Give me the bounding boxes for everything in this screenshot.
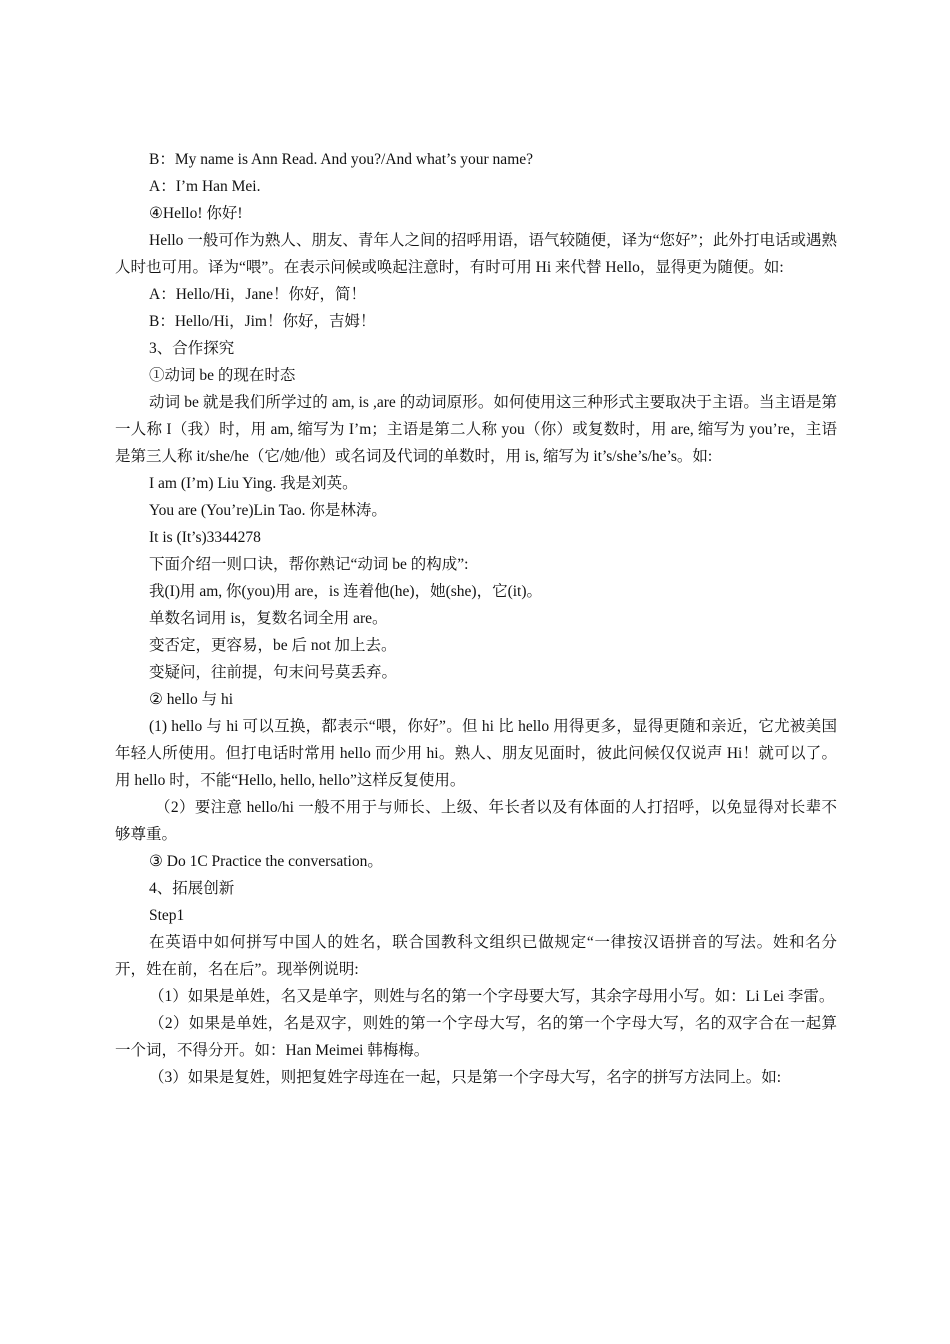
dialogue-line: A：Hello/Hi，Jane！你好，简！	[149, 286, 366, 303]
paragraph: （2）要注意 hello/hi 一般不用于与师长、上级、年长者以及有体面的人打招呼，以免显得对长辈不够尊重。	[115, 799, 837, 843]
subheading: ③ Do 1C Practice the conversation。	[149, 853, 383, 870]
paragraph: 在英语中如何拼写中国人的姓名，联合国教科文组织已做规定“一律按汉语拼音的写法。姓和名分开，姓在前，名在后”。现举例说明:	[115, 934, 837, 978]
paragraph: （2）如果是单姓，名是双字，则姓的第一个字母大写，名的第一个字母大写，名的双字合在一起算一个词，不得分开。如：Han Meimei 韩梅梅。	[115, 1015, 837, 1059]
paragraph: 动词 be 就是我们所学过的 am, is ,are 的动词原形。如何使用这三种形式主要取决于主语。当主语是第一人称 I（我）时，用 am, 缩写为 I’m；主语是第二人称 you（你）或复数时，用 are, 缩写为 you’re，主语是第三人称 it/she/he（它/她/他）或名词及代词的单数时，用 is, 缩写为 it’s/she’s/he’s。如:	[115, 394, 837, 465]
rhyme-line: 单数名词用 is，复数名词全用 are。	[149, 610, 388, 627]
paragraph: （1）如果是单姓，名又是单字，则姓与名的第一个字母要大写，其余字母用小写。如：Li Lei 李雷。	[149, 988, 835, 1005]
subheading: ② hello 与 hi	[149, 691, 234, 708]
paragraph: （3）如果是复姓，则把复姓字母连在一起，只是第一个字母大写，名字的拼写方法同上。如:	[149, 1069, 782, 1086]
example-line: I am (I’m) Liu Ying. 我是刘英。	[149, 475, 358, 492]
rhyme-line: 我(I)用 am, 你(you)用 are，is 连着他(he)，她(she)，它(it)。	[149, 583, 543, 600]
step-label: Step1	[149, 907, 185, 924]
document-body	[115, 146, 837, 1091]
paragraph: 下面介绍一则口诀，帮你熟记“动词 be 的构成”:	[149, 556, 469, 573]
rhyme-line: 变疑问，往前提，句末问号莫丢弃。	[149, 664, 398, 681]
example-line: You are (You’re)Lin Tao. 你是林涛。	[149, 502, 387, 519]
section-heading: 3、合作探究	[149, 340, 235, 357]
subheading: ④Hello! 你好!	[149, 205, 243, 222]
rhyme-line: 变否定，更容易，be 后 not 加上去。	[149, 637, 397, 654]
subheading: ①动词 be 的现在时态	[149, 367, 296, 384]
dialogue-line: A：I’m Han Mei.	[149, 178, 261, 195]
paragraph: Hello 一般可作为熟人、朋友、青年人之间的招呼用语，语气较随便，译为“您好”；此外打电话或遇熟人时也可用。译为“喂”。在表示问候或唤起注意时，有时可用 Hi 来代替 Hello，显得更为随便。如:	[115, 232, 837, 276]
dialogue-line: B：Hello/Hi，Jim！你好，吉姆！	[149, 313, 376, 330]
paragraph: (1) hello 与 hi 可以互换，都表示“喂，你好”。但 hi 比 hello 用得更多，显得更随和亲近，它尤被美国年轻人所使用。但打电话时常用 hello 而少用 hi。熟人、朋友见面时，彼此问候仅仅说声 Hi！就可以了。用 hello 时，不能“Hello, hello, hello”这样反复使用。	[115, 718, 837, 789]
dialogue-line: B：My name is Ann Read. And you?/And what’s your name?	[149, 151, 534, 168]
section-heading: 4、拓展创新	[149, 880, 235, 897]
example-line: It is (It’s)3344278	[149, 529, 261, 546]
